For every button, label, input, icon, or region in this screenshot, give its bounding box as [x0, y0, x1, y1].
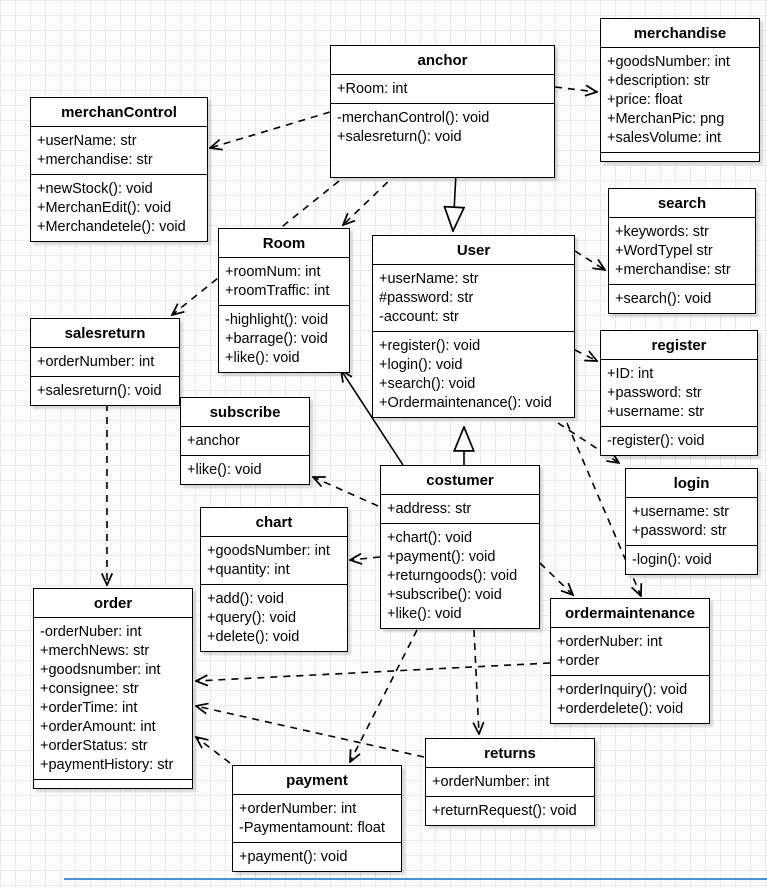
uml-class-anchor[interactable] — [330, 45, 555, 178]
class-attribute: +username: str — [607, 404, 705, 420]
class-method: +orderdelete(): void — [557, 701, 684, 717]
class-attribute: -orderNuber: int — [40, 624, 142, 640]
class-method: -merchanControl(): void — [337, 110, 490, 126]
class-attribute: +keywords: str — [615, 224, 709, 240]
class-attribute: +orderStatus: str — [40, 738, 148, 754]
uml-class-order[interactable] — [33, 588, 193, 789]
methods-section — [373, 331, 574, 417]
class-title: order — [93, 595, 133, 612]
class-method: +barrage(): void — [225, 331, 328, 347]
class-method: +chart(): void — [387, 530, 473, 546]
uml-class-costumer[interactable] — [380, 465, 540, 629]
class-attribute: +WordTypel str — [615, 243, 713, 259]
class-method: +search(): void — [615, 291, 712, 307]
class-attribute: +Room: int — [337, 81, 408, 97]
edge-costumer-to-chart[interactable] — [350, 557, 380, 560]
class-title: anchor — [417, 52, 468, 69]
uml-class-login[interactable] — [625, 468, 758, 575]
class-attribute: +paymentHistory: str — [40, 757, 174, 773]
edge-payment-to-order[interactable] — [196, 737, 230, 763]
methods-section — [381, 523, 539, 628]
methods-section — [426, 796, 594, 825]
edge-costumer-to-ordermaintenance[interactable] — [540, 563, 573, 595]
methods-section — [201, 584, 347, 651]
class-title: search — [657, 195, 707, 212]
methods-section — [233, 842, 401, 871]
class-attribute: -Paymentamount: float — [239, 820, 385, 836]
class-method: +add(): void — [207, 591, 284, 607]
class-method: +delete(): void — [207, 629, 300, 645]
edge-User-to-search[interactable] — [575, 251, 605, 270]
attributes-section — [219, 257, 349, 305]
page-boundary-line — [64, 878, 767, 880]
class-attribute: +description: str — [607, 73, 710, 89]
uml-class-merchanControl[interactable] — [30, 97, 208, 242]
uml-class-chart[interactable] — [200, 507, 348, 652]
class-attribute: +orderNumber: int — [239, 801, 357, 817]
attributes-section — [426, 767, 594, 796]
edge-anchor-to-merchanControl[interactable] — [210, 112, 330, 148]
class-attribute: +consignee: str — [40, 681, 139, 697]
edge-anchor-to-merchandise[interactable] — [555, 87, 597, 92]
class-method: -login(): void — [632, 552, 712, 568]
uml-class-payment[interactable] — [232, 765, 402, 872]
class-attribute: +username: str — [632, 504, 730, 520]
class-attribute: +price: float — [607, 92, 683, 108]
uml-class-returns[interactable] — [425, 738, 595, 826]
class-method: +login(): void — [379, 357, 463, 373]
attributes-section — [609, 217, 755, 284]
uml-class-subscribe[interactable] — [180, 397, 310, 485]
class-method: +newStock(): void — [37, 181, 153, 197]
attributes-section — [551, 627, 709, 675]
class-method: +payment(): void — [239, 849, 348, 865]
class-attribute: +goodsNumber: int — [607, 54, 730, 70]
class-title: User — [456, 242, 491, 259]
uml-class-Room[interactable] — [218, 228, 350, 373]
class-method: +returnRequest(): void — [432, 803, 577, 819]
class-method: -register(): void — [607, 433, 705, 449]
uml-class-register[interactable] — [600, 330, 758, 456]
class-method: +register(): void — [379, 338, 481, 354]
uml-class-salesreturn[interactable] — [30, 318, 180, 406]
class-attribute: +MerchanPic: png — [607, 111, 725, 127]
class-attribute: +userName: str — [379, 271, 479, 287]
uml-class-ordermaintenance[interactable] — [550, 598, 710, 724]
class-attribute: +anchor — [187, 433, 240, 449]
edge-costumer-to-returns[interactable] — [474, 630, 479, 734]
class-method: +salesreturn(): void — [337, 129, 462, 145]
class-title: Room — [262, 235, 306, 252]
class-attribute: +orderTime: int — [40, 700, 138, 716]
methods-section — [609, 284, 755, 313]
class-attribute: +order — [557, 653, 600, 669]
methods-section — [601, 426, 757, 455]
attributes-section — [31, 347, 179, 376]
class-attribute: +orderAmount: int — [40, 719, 156, 735]
class-method: +Merchandetele(): void — [37, 219, 186, 235]
class-method: +MerchanEdit(): void — [37, 200, 172, 216]
class-method: +orderInquiry(): void — [557, 682, 688, 698]
class-method: +payment(): void — [387, 549, 496, 565]
edge-returns-to-order[interactable] — [196, 706, 424, 757]
class-method: +Ordermaintenance(): void — [379, 395, 552, 411]
class-attribute: +orderNumber: int — [432, 774, 550, 790]
uml-class-merchandise[interactable] — [600, 18, 760, 162]
methods-section — [551, 675, 709, 723]
attributes-section — [233, 794, 401, 842]
uml-class-search[interactable] — [608, 188, 756, 314]
class-method: +subscribe(): void — [387, 587, 502, 603]
class-attribute: -account: str — [379, 309, 459, 325]
class-title: login — [673, 475, 710, 492]
class-attribute: +userName: str — [37, 133, 137, 149]
class-attribute: +password: str — [607, 385, 702, 401]
class-method: +salesreturn(): void — [37, 383, 162, 399]
class-title: costumer — [426, 472, 494, 489]
class-method: -highlight(): void — [225, 312, 329, 328]
attributes-section — [34, 617, 192, 779]
methods-section — [219, 305, 349, 372]
attributes-section — [181, 426, 309, 455]
edge-ordermaintenance-to-order[interactable] — [196, 663, 550, 681]
class-attribute: +merchandise: str — [615, 262, 731, 278]
methods-section — [331, 103, 554, 177]
methods-section — [181, 455, 309, 484]
class-attribute: +address: str — [387, 501, 472, 517]
attributes-section — [31, 126, 207, 174]
class-title: salesreturn — [64, 325, 146, 342]
methods-section — [31, 376, 179, 405]
class-attribute: +orderNumber: int — [37, 354, 155, 370]
edge-anchor-to-Room[interactable] — [343, 173, 397, 225]
methods-section — [31, 174, 207, 241]
class-attribute: +roomTraffic: int — [225, 283, 330, 299]
class-title: returns — [484, 745, 536, 762]
class-attribute: +goodsNumber: int — [207, 543, 330, 559]
attributes-section — [373, 264, 574, 331]
attributes-section — [626, 497, 757, 545]
class-title: subscribe — [209, 404, 281, 421]
methods-section — [601, 152, 759, 161]
class-attribute: +merchNews: str — [40, 643, 150, 659]
attributes-section — [201, 536, 347, 584]
edge-costumer-to-subscribe[interactable] — [313, 477, 378, 506]
uml-class-User[interactable] — [372, 235, 575, 418]
class-attribute: +salesVolume: int — [607, 130, 722, 146]
class-attribute: +goodsnumber: int — [40, 662, 161, 678]
class-attribute: +merchandise: str — [37, 152, 153, 168]
class-attribute: +ID: int — [607, 366, 654, 382]
class-title: merchandise — [633, 25, 727, 42]
edge-anchor-to-User[interactable] — [453, 173, 456, 231]
class-method: +like(): void — [225, 350, 300, 366]
class-attribute: +password: str — [632, 523, 727, 539]
attributes-section — [381, 494, 539, 523]
class-title: merchanControl — [61, 104, 177, 121]
class-method: +like(): void — [387, 606, 462, 622]
class-method: +returngoods(): void — [387, 568, 518, 584]
attributes-section — [601, 47, 759, 152]
class-title: register — [651, 337, 707, 354]
class-method: +like(): void — [187, 462, 262, 478]
class-attribute: +roomNum: int — [225, 264, 321, 280]
attributes-section — [331, 74, 554, 103]
class-title: ordermaintenance — [564, 605, 696, 622]
class-attribute: +orderNuber: int — [557, 634, 663, 650]
methods-section — [34, 779, 192, 788]
class-title: payment — [286, 772, 348, 789]
attributes-section — [601, 359, 757, 426]
edge-User-to-register[interactable] — [575, 350, 597, 361]
class-attribute: +quantity: int — [207, 562, 290, 578]
class-title: chart — [255, 514, 293, 531]
class-method: +query(): void — [207, 610, 297, 626]
class-method: +search(): void — [379, 376, 476, 392]
class-attribute: #password: str — [379, 290, 474, 306]
methods-section — [626, 545, 757, 574]
